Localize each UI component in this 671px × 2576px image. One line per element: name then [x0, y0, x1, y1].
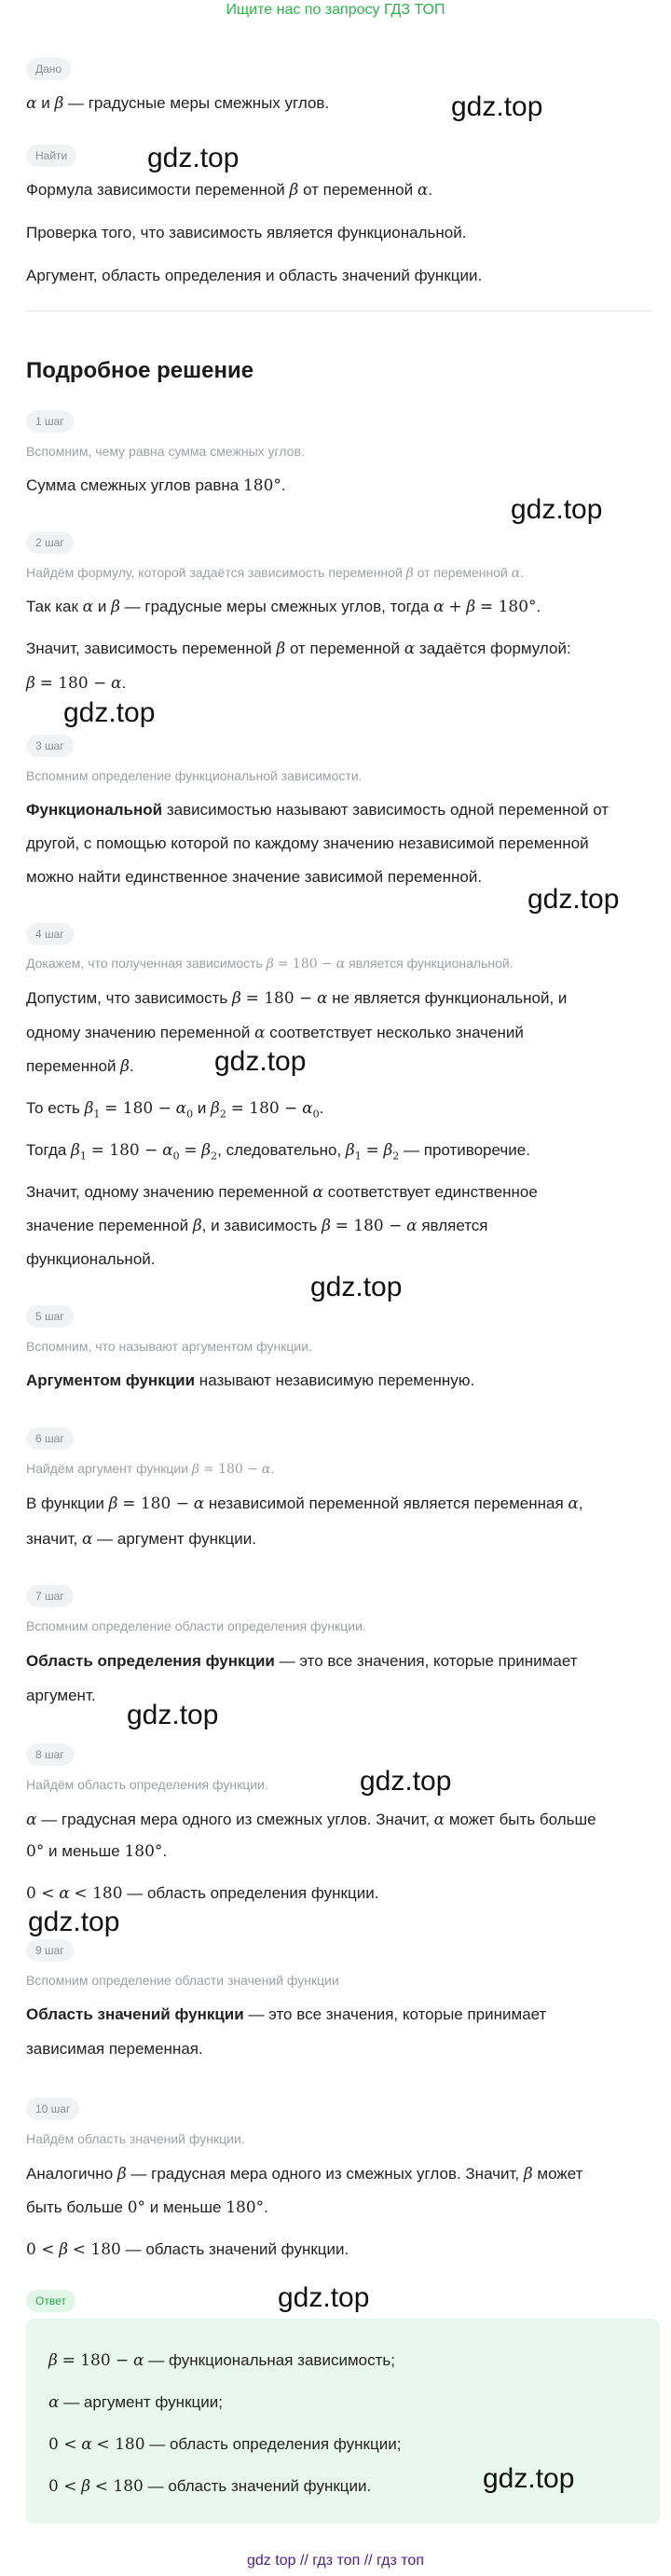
- footer-link-1[interactable]: gdz top: [247, 2553, 296, 2569]
- watermark: gdz.top: [278, 2282, 370, 2313]
- term-argument: Аргументом функции: [26, 1371, 196, 1389]
- answer-badge: Ответ: [26, 2290, 75, 2312]
- step-2-formula: β = 180 − α.: [26, 674, 127, 693]
- step-7-line-1: Область определения функции — это все значения, которые принимает: [26, 1652, 578, 1670]
- watermark: gdz.top: [527, 884, 620, 915]
- answer-line-2: α — аргумент функции;: [48, 2393, 223, 2412]
- step-8-line-3: 0 < α < 180 — область определения функции.: [26, 1884, 379, 1903]
- step-9-hint: Вспомним определение области значений функции: [26, 1973, 339, 1988]
- step-2-line-1: Так как α и β — градусные меры смежных углов, тогда α + β = 180°.: [26, 598, 541, 616]
- watermark: gdz.top: [127, 1700, 219, 1730]
- footer-link-3[interactable]: гдз топ: [377, 2553, 424, 2569]
- step-4-line-8: функциональной.: [26, 1250, 156, 1268]
- step-8-line-1: α — градусная мера одного из смежных углов. Значит, α может быть больше: [26, 1811, 596, 1829]
- divider: [26, 310, 652, 311]
- step-7-hint: Вспомним определение области определения функции.: [26, 1619, 366, 1633]
- step-8-hint: Найдём область определения функции.: [26, 1777, 268, 1792]
- step-6-badge: 6 шаг: [26, 1427, 74, 1450]
- step-4-line-5: Тогда $\beta_1 = 180 - \alpha_0 = \beta_2$, следовательно, $\beta_1 = \beta_2$ — противоречие.: [26, 1141, 530, 1163]
- answer-line-1: β = 180 − α — функциональная зависимость;: [48, 2351, 395, 2370]
- term-range: Область значений функции: [26, 2005, 244, 2023]
- footer-separator: //: [363, 2553, 373, 2569]
- step-6-line-1: В функции β = 180 − α независимой переменной является переменная α,: [26, 1495, 583, 1513]
- step-8-badge: 8 шаг: [26, 1743, 74, 1766]
- footer-separator: //: [299, 2553, 308, 2569]
- given-badge: Дано: [26, 58, 71, 80]
- step-3-line-3: можно найти единственное значение зависимой переменной.: [26, 868, 483, 886]
- solution-title: Подробное решение: [26, 358, 254, 383]
- step-4-line-7: значение переменной β, и зависимость β = 180 − α является: [26, 1217, 488, 1235]
- watermark: gdz.top: [28, 1907, 120, 1937]
- step-4-hint: Докажем, что полученная зависимость β = 180 − α является функциональной.: [26, 956, 514, 971]
- watermark: gdz.top: [511, 494, 603, 525]
- step-2-hint: Найдём формулу, которой задаётся зависимость переменной β от переменной α.: [26, 565, 525, 581]
- step-2-badge: 2 шаг: [26, 531, 74, 554]
- watermark: gdz.top: [451, 91, 543, 122]
- step-1-hint: Вспомним, чему равна сумма смежных углов.: [26, 444, 305, 459]
- step-5-line-1: Аргументом функции называют независимую переменную.: [26, 1371, 475, 1389]
- step-6-line-2: значит, α — аргумент функции.: [26, 1530, 256, 1549]
- given-text: α и β — градусные меры смежных углов.: [26, 94, 330, 113]
- step-8-line-2: 0° и меньше 180°.: [26, 1842, 168, 1861]
- find-item-2: Проверка того, что зависимость является функциональной.: [26, 224, 467, 241]
- step-1-badge: 1 шаг: [26, 410, 74, 433]
- watermark: gdz.top: [483, 2463, 575, 2494]
- step-4-line-1: Допустим, что зависимость β = 180 − α не является функциональной, и: [26, 989, 568, 1008]
- step-4-line-6: Значит, одному значению переменной α соответствует единственное: [26, 1183, 538, 1202]
- watermark: gdz.top: [63, 697, 156, 728]
- step-4-line-4: То есть $\beta_1 = 180 - \alpha_0$ и $\beta_2 = 180 - \alpha_0$.: [26, 1099, 324, 1121]
- step-3-badge: 3 шаг: [26, 735, 74, 757]
- watermark: gdz.top: [147, 143, 240, 173]
- step-5-badge: 5 шаг: [26, 1305, 74, 1328]
- find-item-1: Формула зависимости переменной β от переменной α.: [26, 181, 433, 200]
- step-9-badge: 9 шаг: [26, 1939, 74, 1962]
- step-4-badge: 4 шаг: [26, 923, 74, 945]
- term-domain: Область определения функции: [26, 1652, 275, 1670]
- step-7-line-2: аргумент.: [26, 1687, 96, 1704]
- watermark: gdz.top: [360, 1766, 452, 1797]
- step-5-hint: Вспомним, что называют аргументом функции.: [26, 1339, 312, 1354]
- step-3-line-2: другой, с помощью которой по каждому значению независимой переменной: [26, 834, 589, 852]
- find-badge: Найти: [26, 145, 76, 167]
- step-3-line-1: Функциональной зависимостью называют зависимость одной переменной от: [26, 801, 609, 819]
- footer-links: [0, 2553, 671, 2569]
- step-1-text: Сумма смежных углов равна 180°.: [26, 476, 286, 495]
- search-banner[interactable]: Ищите нас по запросу ГДЗ ТОП: [226, 2, 445, 18]
- step-10-line-1: Аналогично β — градусная мера одного из смежных углов. Значит, β может: [26, 2165, 583, 2183]
- step-6-hint: Найдём аргумент функции β = 180 − α.: [26, 1461, 275, 1477]
- find-item-3: Аргумент, область определения и область значений функции.: [26, 267, 483, 284]
- step-7-badge: 7 шаг: [26, 1585, 74, 1607]
- answer-line-3: 0 < α < 180 — область определения функции;: [48, 2435, 402, 2454]
- step-10-line-2: быть больше 0° и меньше 180°.: [26, 2198, 268, 2217]
- step-3-hint: Вспомним определение функциональной зависимости.: [26, 768, 363, 783]
- answer-line-4: 0 < β < 180 — область значений функции.: [48, 2477, 372, 2496]
- term-functional: Функциональной: [26, 801, 163, 819]
- step-10-hint: Найдём область значений функции.: [26, 2131, 245, 2146]
- step-9-line-2: зависимая переменная.: [26, 2040, 203, 2058]
- step-4-line-2: одному значению переменной α соответствует несколько значений: [26, 1024, 524, 1042]
- step-10-badge: 10 шаг: [26, 2098, 79, 2120]
- step-4-line-3: переменной β.: [26, 1057, 134, 1076]
- step-2-line-2: Значит, зависимость переменной β от переменной α задаётся формулой:: [26, 640, 571, 658]
- watermark: gdz.top: [310, 1272, 403, 1302]
- step-9-line-1: Область значений функции — это все значения, которые принимает: [26, 2005, 547, 2023]
- watermark: gdz.top: [214, 1046, 307, 1077]
- footer-link-2[interactable]: гдз топ: [312, 2553, 361, 2569]
- step-10-line-3: 0 < β < 180 — область значений функции.: [26, 2240, 349, 2259]
